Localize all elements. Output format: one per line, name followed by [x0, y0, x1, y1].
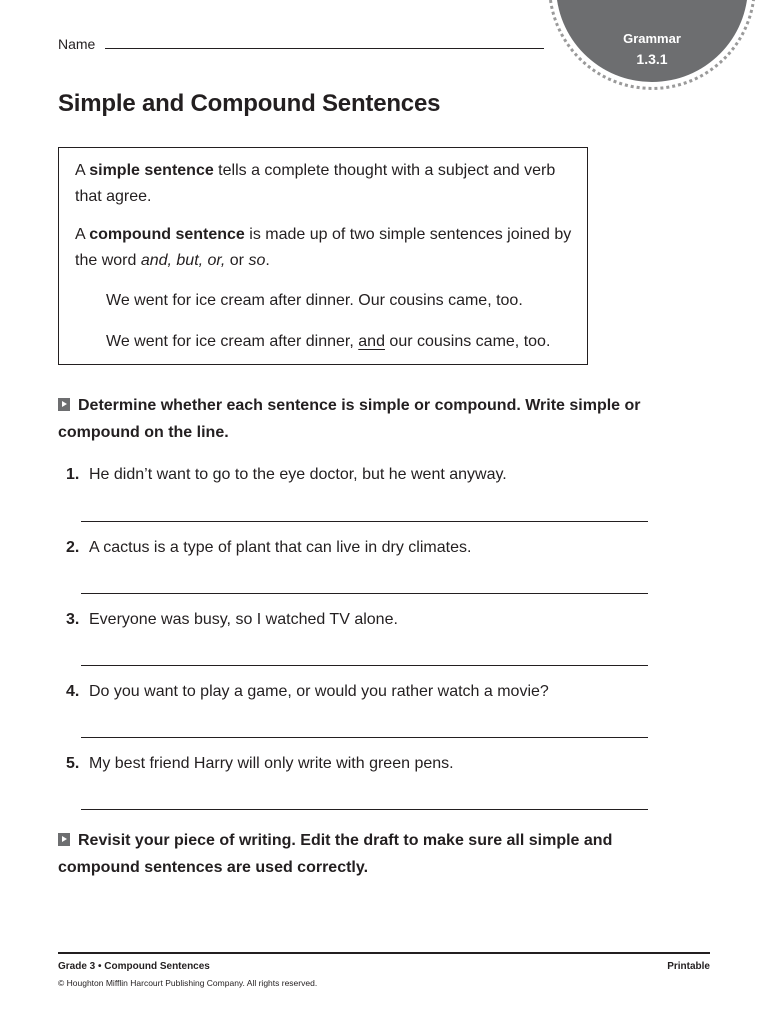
question-item [66, 609, 398, 631]
compound-sentence-definition [75, 222, 575, 274]
answer-line-3[interactable] [81, 665, 648, 666]
directions-text: Determine whether each sentence is simple or compound. Write simple or compound on the line. [58, 397, 641, 441]
arrow-icon [58, 833, 70, 846]
example-text: our cousins came, too. [384, 333, 551, 350]
simple-sentence-term: simple sentence [89, 162, 214, 179]
name-write-line[interactable] [105, 48, 544, 49]
example-compound [106, 329, 550, 355]
def-text: A [75, 162, 90, 179]
badge-label: Grammar [623, 31, 681, 46]
badge-number: 1.3.1 [636, 51, 668, 67]
def-text: . [265, 252, 270, 269]
answer-line-4[interactable] [81, 737, 648, 738]
question-item [66, 537, 471, 559]
question-number: 3. [66, 611, 80, 628]
answer-line-1[interactable] [81, 521, 648, 522]
question-item [66, 681, 549, 703]
question-text: Do you want to play a game, or would you rather watch a movie? [89, 683, 549, 700]
directions-1 [58, 392, 658, 446]
page-title: Simple and Compound Sentences [58, 90, 441, 117]
footer-grade: Grade 3 • Compound Sentences [58, 961, 210, 972]
footer-rule [58, 952, 710, 954]
badge-text [596, 29, 708, 69]
name-label: Name [58, 36, 96, 52]
compound-sentence-term: compound sentence [89, 226, 245, 243]
question-number: 5. [66, 755, 80, 772]
def-text: A [75, 226, 90, 243]
conjunction-so: so [248, 252, 266, 269]
footer-copyright: © Houghton Mifflin Harcourt Publishing Company. All rights reserved. [58, 978, 318, 988]
def-text: is made up of two simple sentences joined by the word [75, 226, 572, 269]
question-text: Everyone was busy, so I watched TV alone. [89, 611, 398, 628]
question-number: 4. [66, 683, 80, 700]
question-text: A cactus is a type of plant that can live in dry climates. [89, 539, 472, 556]
question-number: 1. [66, 466, 80, 483]
question-text: He didn’t want to go to the eye doctor, but he went anyway. [89, 466, 507, 483]
answer-line-2[interactable] [81, 593, 648, 594]
question-item [66, 753, 454, 775]
arrow-icon [58, 398, 70, 411]
directions-2 [58, 827, 658, 881]
question-item [66, 464, 507, 486]
footer-printable: Printable [667, 961, 710, 972]
example-text: We went for ice cream after dinner, [106, 333, 359, 350]
directions-text: Revisit your piece of writing. Edit the draft to make sure all simple and compound sentences are used correctly. [58, 832, 613, 876]
underlined-conjunction: and [358, 333, 385, 350]
question-text: My best friend Harry will only write with green pens. [89, 755, 454, 772]
conjunction-list: and, but, or, [140, 252, 226, 269]
def-text: or [225, 252, 249, 269]
question-number: 2. [66, 539, 80, 556]
answer-line-5[interactable] [81, 809, 648, 810]
def-text: tells a complete thought with a subject and verb that agree. [75, 162, 556, 205]
example-simple: We went for ice cream after dinner. Our cousins came, too. [106, 292, 523, 309]
simple-sentence-definition [75, 158, 575, 210]
